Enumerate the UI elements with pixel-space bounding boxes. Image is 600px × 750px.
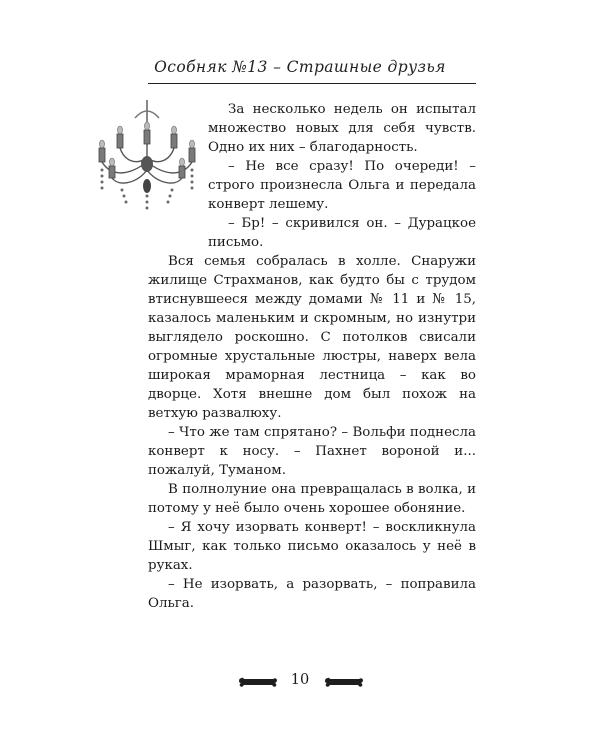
body-text (148, 100, 476, 613)
paragraph: – Не изорвать, а разорвать, – поправила Ольга. (148, 577, 476, 611)
paragraph: Вся семья собралась в холле. Снаружи жилище Страхманов, как будто бы с трудом втиснувшееся между домами № 11 и № 15, казалось маленьким и скромным, но изнутри выглядело роскошно. С потолков свисали огромные хрустальные люстры, наверх вела широкая мраморная лестница – как во дворце. Хотя внешне дом был похож на ветхую развалюху. (148, 254, 476, 421)
paragraph: В полнолуние она превращалась в волка, и потому у неё было очень хорошее обоняние. (148, 482, 476, 516)
paragraph: За несколько недель он испытал множество новых для себя чувств. Одно их них – благодарность. (208, 102, 476, 155)
paragraph: – Не все сразу! По очереди! – строго произнесла Ольга и передала конверт лешему. (208, 159, 476, 212)
paragraph: – Бр! – скривился он. – Дурацкое письмо. (208, 216, 476, 250)
header-rule (148, 83, 476, 84)
page-number: 10 (290, 672, 310, 688)
paragraph: – Я хочу изорвать конверт! – воскликнула Шмыг, как только письмо оказалось у неё в руках. (148, 520, 476, 573)
bone-icon (238, 675, 278, 689)
bone-icon (324, 675, 364, 689)
page-footer (0, 670, 600, 700)
paragraph: – Что же там спрятано? – Вольфи поднесла конверт к носу. – Пахнет вороной и... пожалуй, Туманом. (148, 425, 476, 478)
running-title: Особняк №13 – Страшные друзья (154, 58, 446, 76)
